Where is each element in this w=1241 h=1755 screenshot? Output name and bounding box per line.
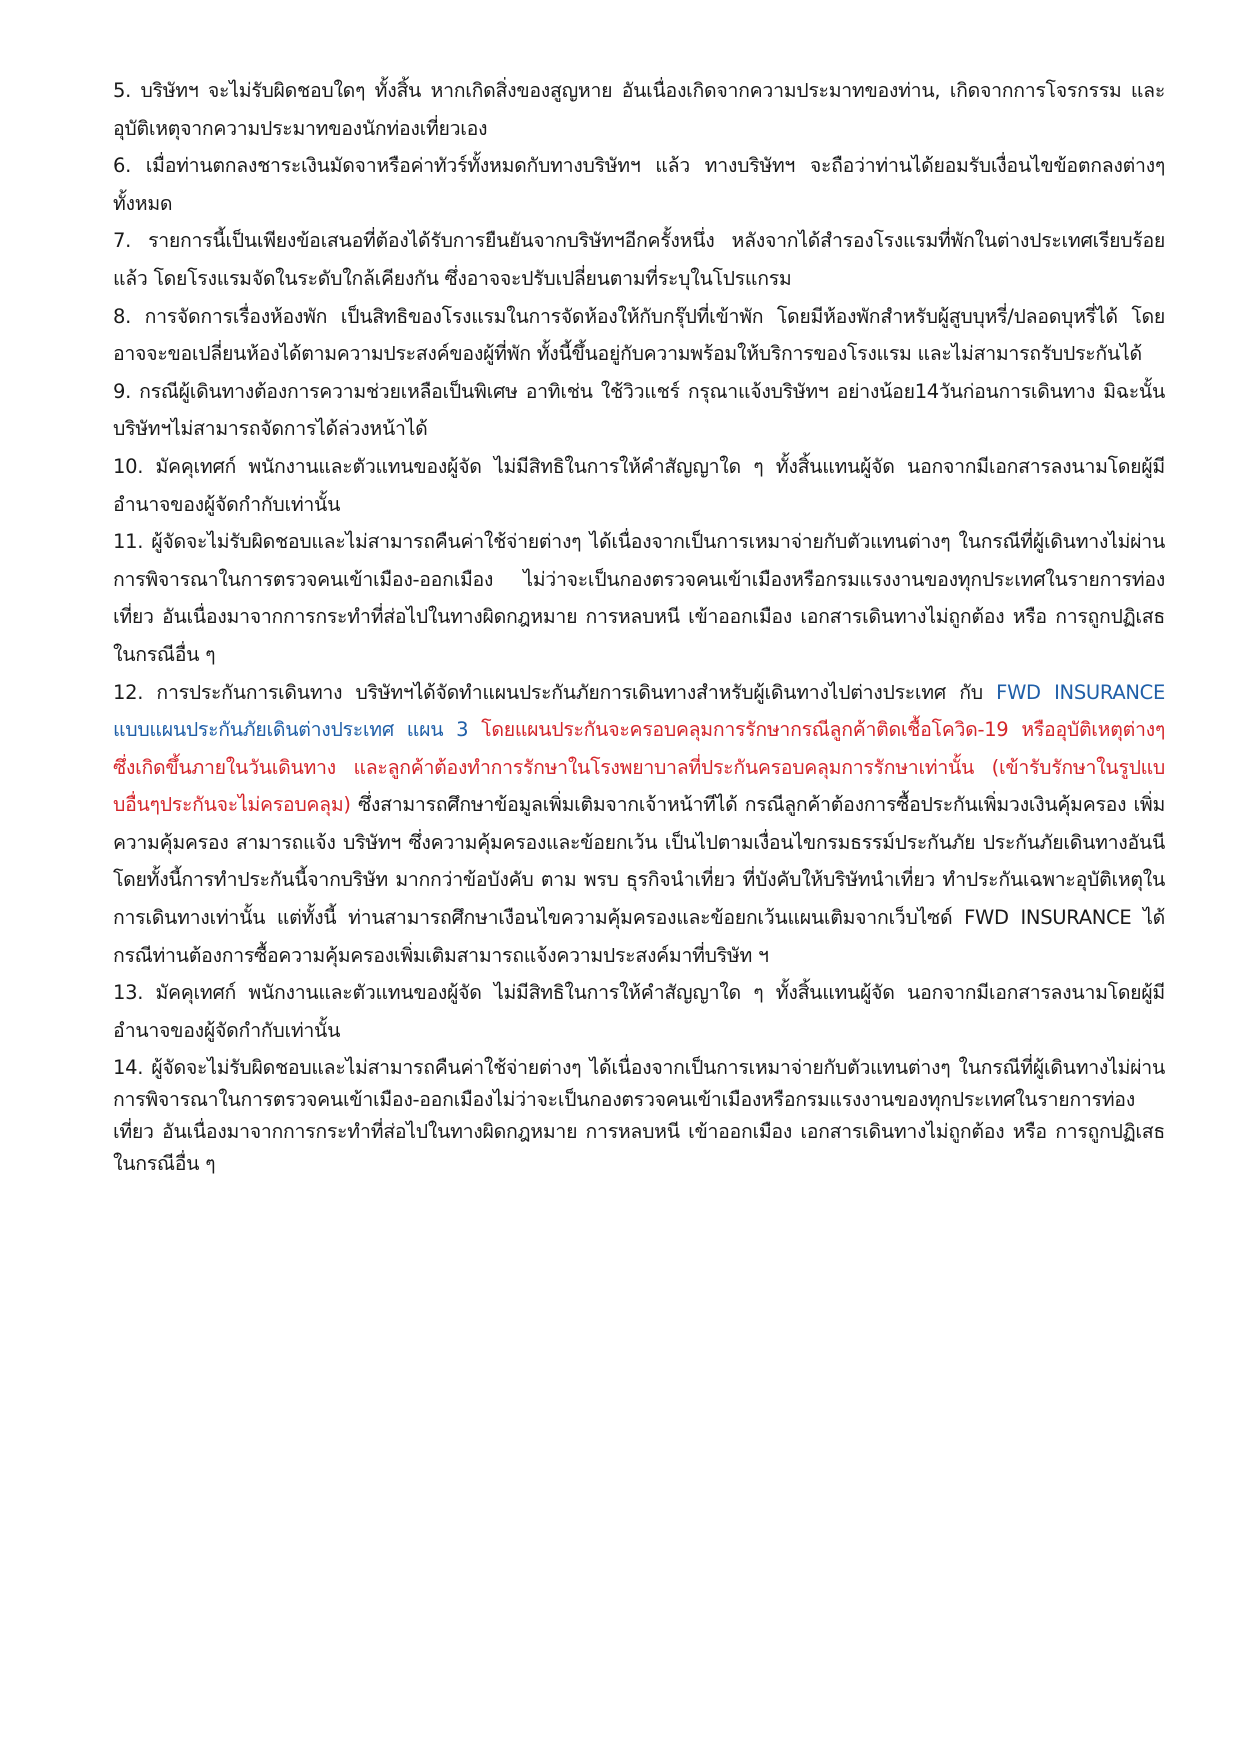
- term-5: 5. บริษัทฯ จะไม่รับผิดชอบใดๆ ทั้งสิ้น หากเกิดสิ่งของสูญหาย อันเนื่องเกิดจากความประมาทของท่าน, เกิดจากการโจรกรรม และ อุบัติเหตุจากความประมาทของนักท่องเที่ยวเอง: [113, 79, 1165, 140]
- term-12: [113, 674, 1165, 975]
- terms-conditions-section: [113, 72, 1165, 1180]
- term-14: 14. ผู้จัดจะไม่รับผิดชอบและไม่สามารถคืนค่าใช้จ่ายต่างๆ ได้เนื่องจากเป็นการเหมาจ่ายกับตัวแทนต่างๆ ในกรณีที่ผู้เดินทางไม่ผ่านการพิจารณาในการตรวจคนเข้าเมือง-ออกเมืองไม่ว่าจะเป็นกองตรวจคนเข้าเมืองหรือกรมแรงงานของทุกประเทศในรายการท่องเที่ยว อันเนื่องมาจากการกระทำที่ส่อไปในทางผิดกฎหมาย การหลบหนี เข้าออกเมือง เอกสารเดินทางไม่ถูกต้อง หรือ การถูกปฏิเสธในกรณีอื่น ๆ: [113, 1056, 1165, 1176]
- term-7: 7. รายการนี้เป็นเพียงข้อเสนอที่ต้องได้รับการยืนยันจากบริษัทฯอีกครั้งหนึ่ง หลังจากได้สำรองโรงแรมที่พักในต่างประเทศเรียบร้อยแล้ว โดยโรงแรมจัดในระดับใกล้เคียงกัน ซึ่งอาจจะปรับเปลี่ยนตามที่ระบุในโปรแกรม: [113, 229, 1165, 290]
- term-12-suffix: ซึ่งสามารถศึกษาข้อมูลเพิ่มเติมจากเจ้าหน้าทีได้ กรณีลูกค้าต้องการซื้อประกันเพิ่มวงเงินคุ้มครอง เพิ่มความคุ้มครอง สามารถแจ้ง บริษัทฯ ซึ่งความคุ้มครองและข้อยกเว้น เป็นไปตามเงื่อนไขกรมธรรม์ประกันภัย ประกันภัยเดินทางอันนีโดยทั้งนี้การทำประกันนี้จากบริษัท มากกว่าข้อบังคับ ตาม พรบ ธุรกิจนำเที่ยว ที่บังคับให้บริษัทนำเที่ยว ทำประกันเฉพาะอุบัติเหตุในการเดินทางเท่านั้น แต่ทั้งนี้ ท่านสามารถศึกษาเงือนไขความคุ้มครองและข้อยกเว้นแผนเติมจากเว็บไซด์ FWD INSURANCE ได้กรณีท่านต้องการซื้อความคุ้มครองเพิ่มเติมสามารถแจ้งความประสงค์มาที่บริษัท ฯ: [113, 793, 1165, 967]
- coverage-note-text: โดยแผนประกันจะครอบคลุมการรักษากรณีลูกค้าติดเชื้อโควิด-19 หรืออุบัติเหตุต่างๆ ซึ่งเกิดขึ้นภายในวันเดินทาง และลูกค้าต้องทำการรักษาในโรงพยาบาลที่ประกันครอบคลุมการรักษาเท่านั้น (เข้ารับรักษาในรูปแบบอื่นๆประกันจะไม่ครอบคลุม): [113, 718, 1165, 817]
- term-12-prefix: 12. การประกันการเดินทาง บริษัทฯได้จัดทำแผนประกันภัยการเดินทางสำหรับผู้เดินทางไปต่างประเทศ กับ: [113, 680, 997, 704]
- term-8: 8. การจัดการเรื่องห้องพัก เป็นสิทธิของโรงแรมในการจัดห้องให้กับกรุ๊ปที่เข้าพัก โดยมีห้องพักสำหรับผู้สูบบุหรี่/ปลอดบุหรี่ได้ โดยอาจจะขอเปลี่ยนห้องได้ตามความประสงค์ของผู้ที่พัก ทั้งนี้ขึ้นอยู่กับความพร้อมให้บริการของโรงแรม และไม่สามารถรับประกันได้: [113, 304, 1165, 366]
- term-9: 9. กรณีผู้เดินทางต้องการความช่วยเหลือเป็นพิเศษ อาทิเช่น ใช้วิวแชร์ กรุณาแจ้งบริษัทฯ อย่างน้อย14วันก่อนการเดินทาง มิฉะนั้น บริษัทฯไม่สามารถจัดการได้ล่วงหน้าได้: [113, 379, 1165, 441]
- term-10: 10. มัคคุเทศก์ พนักงานและตัวแทนของผู้จัด ไม่มีสิทธิในการให้คำสัญญาใด ๆ ทั้งสิ้นแทนผู้จัด นอกจากมีเอกสารลงนามโดยผู้มีอำนาจของผู้จัดกำกับเท่านั้น: [113, 454, 1165, 516]
- term-13: 13. มัคคุเทศก์ พนักงานและตัวแทนของผู้จัด ไม่มีสิทธิในการให้คำสัญญาใด ๆ ทั้งสิ้นแทนผู้จัด นอกจากมีเอกสารลงนามโดยผู้มีอำนาจของผู้จัดกำกับเท่านั้น: [113, 981, 1165, 1042]
- insurer-plan-text: FWD INSURANCE แบบแผนประกันภัยเดินต่างประเทศ แผน 3: [113, 680, 1165, 742]
- term-6: 6. เมื่อท่านตกลงชาระเงินมัดจาหรือค่าทัวร์ทั้งหมดกับทางบริษัทฯ แล้ว ทางบริษัทฯ จะถือว่าท่านได้ยอมรับเงื่อนไขข้อตกลงต่างๆ ทั้งหมด: [113, 154, 1165, 215]
- term-11: 11. ผู้จัดจะไม่รับผิดชอบและไม่สามารถคืนค่าใช้จ่ายต่างๆ ได้เนื่องจากเป็นการเหมาจ่ายกับตัวแทนต่างๆ ในกรณีที่ผู้เดินทางไม่ผ่านการพิจารณาในการตรวจคนเข้าเมือง-ออกเมือง ไม่ว่าจะเป็นกองตรวจคนเข้าเมืองหรือกรมแรงงานของทุกประเทศในรายการท่องเที่ยว อันเนื่องมาจากการกระทำที่ส่อไปในทางผิดกฎหมาย การหลบหนี เข้าออกเมือง เอกสารเดินทางไม่ถูกต้อง หรือ การถูกปฏิเสธในกรณีอื่น ๆ: [113, 530, 1165, 666]
